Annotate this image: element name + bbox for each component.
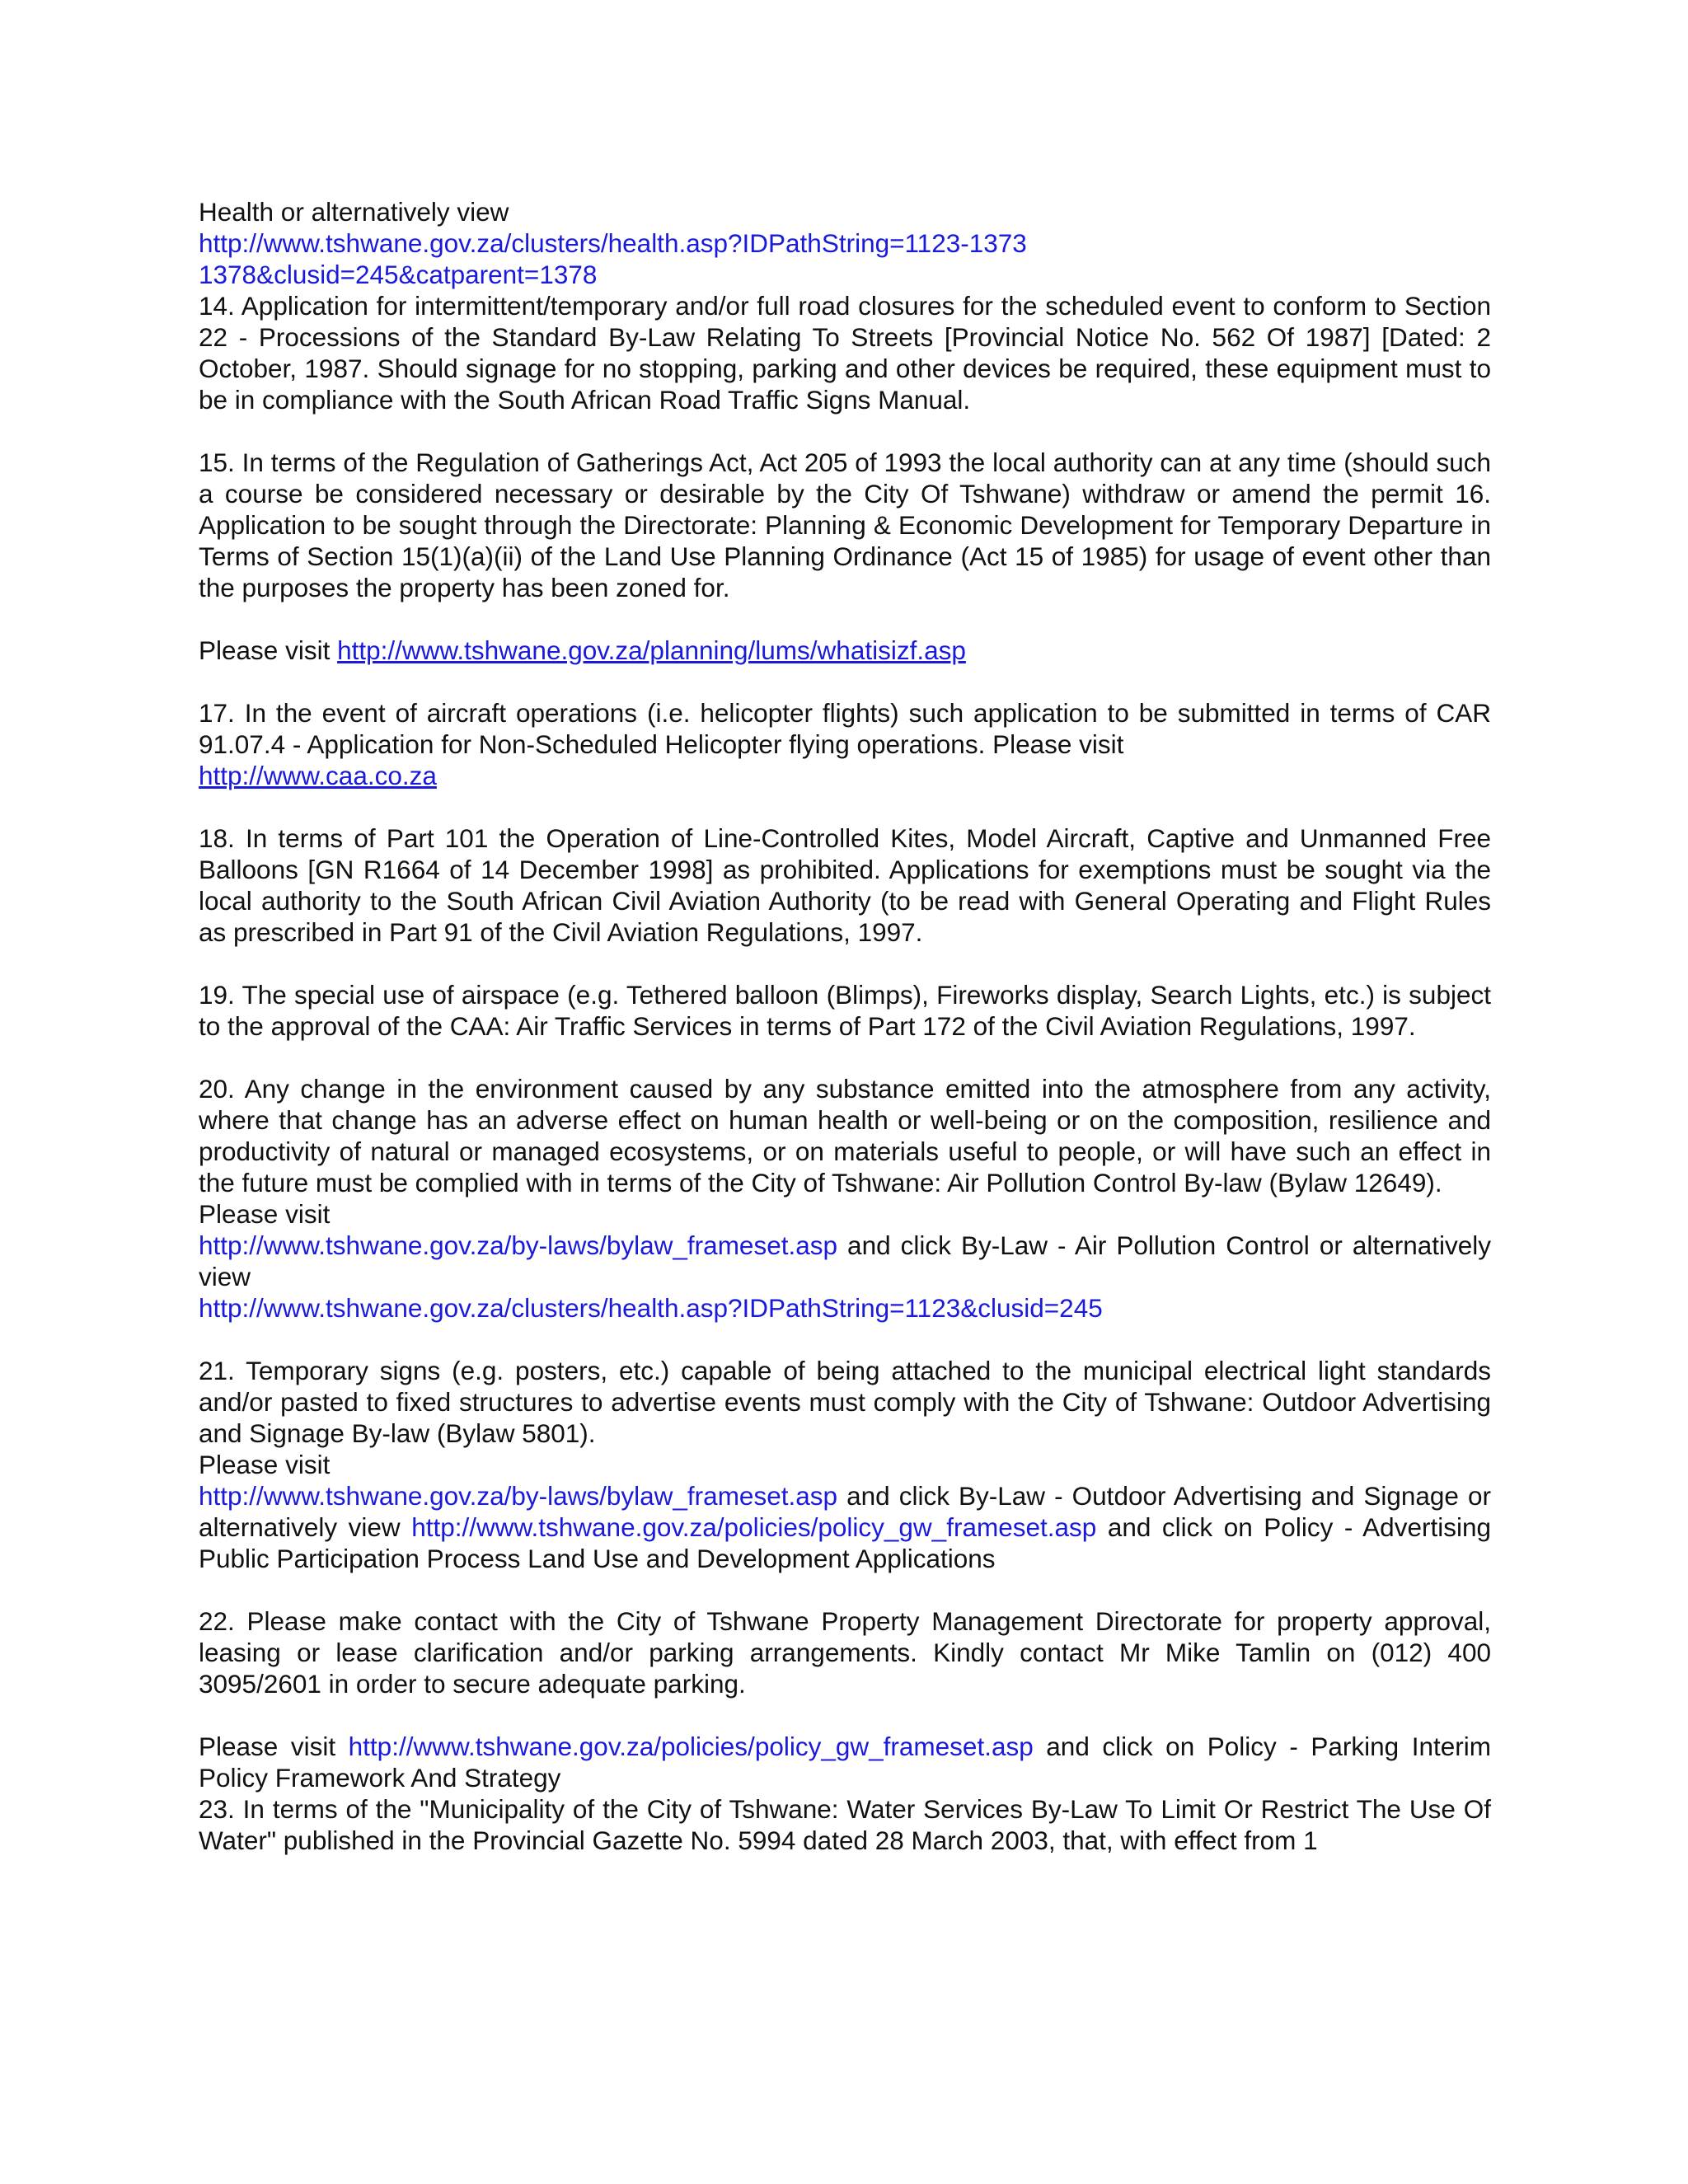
item-19: 19. The special use of airspace (e.g. Tethered balloon (Blimps), Fireworks display, Search Lights, etc.) is subject to the approval of the CAA: Air Traffic Services in terms of Part 172 of the Civil Aviation Regulations, 1997. [199, 980, 1491, 1041]
item-21-after-link2: and click on Policy - Advertising Public Participation Process Land Use and Development Applications [199, 1512, 1491, 1573]
item-21-please-visit: Please visit [199, 1450, 331, 1479]
health-link-line2[interactable]: 1378&clusid=245&catparent=1378 [199, 260, 598, 289]
item-15: 15. In terms of the Regulation of Gatherings Act, Act 205 of 1993 the local authority can at any time (should such a course be considered necessary or desirable by the City Of Tshwane) withdraw or amend the permit 16. Application to be sought through the Directorate: Planning & Economic Development for Temporary Departure in Terms of Section 15(1)(a)(ii) of the Land Use Planning Ordinance (Act 15 of 1985) for usage of event other than the purposes the property has been zoned for. [199, 448, 1491, 602]
intro-paragraph [199, 196, 1491, 290]
item-14: 14. Application for intermittent/temporary and/or full road closures for the scheduled event to conform to Section 22 - Processions of the Standard By-Law Relating To Streets [Provincial Notice No. 562 Of 1987] [Dated: 2 October, 1987. Should signage for no stopping, parking and other devices be required, these equipment must to be in compliance with the South African Road Traffic Signs Manual. [199, 291, 1491, 415]
paragraph-spacer [199, 1574, 1491, 1605]
item-20-after-link: and click By-Law - Air Pollution Control or alternatively view [199, 1230, 1491, 1291]
item-21 [199, 1355, 1491, 1574]
visit-planning-prefix: Please visit [199, 635, 338, 665]
visit-planning [199, 635, 1491, 666]
paragraph-spacer [199, 415, 1491, 447]
document-body [199, 196, 1491, 1856]
intro-text: Health or alternatively view [199, 197, 509, 227]
paragraph-spacer [199, 1042, 1491, 1073]
paragraph-spacer [199, 948, 1491, 979]
item-23: 23. In terms of the "Municipality of the City of Tshwane: Water Services By-Law To Limit Or Restrict The Use Of Water" published in the Provincial Gazette No. 5994 dated 28 March 2003, that, with effect from 1 [199, 1794, 1491, 1855]
item-22: 22. Please make contact with the City of Tshwane Property Management Directorate for property approval, leasing or lease clarification and/or parking arrangements. Kindly contact Mr Mike Tamlin on (012) 400 3095/2601 in order to secure adequate parking. [199, 1606, 1491, 1699]
planning-link[interactable]: http://www.tshwane.gov.za/planning/lums/whatisizf.asp [337, 635, 966, 665]
parking-policy-link[interactable]: http://www.tshwane.gov.za/policies/policy_gw_frameset.asp [348, 1732, 1034, 1761]
item-20-text: 20. Any change in the environment caused by any substance emitted into the atmosphere from any activity, where that change has an adverse effect on human health or well-being or on the composition, resilience and productivity of natural or managed ecosystems, or on materials useful to people, or will have such an effect in the future must be complied with in terms of the City of Tshwane: Air Pollution Control By-law (Bylaw 12649). [199, 1074, 1491, 1197]
visit-parking-suffix: and click on Policy - Parking Interim Policy Framework And Strategy [199, 1732, 1491, 1793]
item-17 [199, 697, 1491, 791]
health-link-line1[interactable]: http://www.tshwane.gov.za/clusters/health.asp?IDPathString=1123-1373 [199, 228, 1027, 258]
item-21-after-link1: and click By-Law - Outdoor Advertising and Signage or alternatively view [199, 1481, 1491, 1542]
air-pollution-bylaw-link[interactable]: http://www.tshwane.gov.za/by-laws/bylaw_frameset.asp [199, 1230, 838, 1260]
paragraph-spacer [199, 603, 1491, 635]
paragraph-spacer [199, 1324, 1491, 1355]
item-18: 18. In terms of Part 101 the Operation of Line-Controlled Kites, Model Aircraft, Captive and Unmanned Free Balloons [GN R1664 of 14 December 1998] as prohibited. Applications for exemptions must be sought via the local authority to the South African Civil Aviation Authority (to be read with General Operating and Flight Rules as prescribed in Part 91 of the Civil Aviation Regulations, 1997. [199, 823, 1491, 947]
visit-parking-policy [199, 1731, 1491, 1793]
item-20 [199, 1073, 1491, 1324]
caa-link[interactable]: http://www.caa.co.za [199, 761, 437, 790]
visit-parking-prefix: Please visit [199, 1732, 349, 1761]
item-20-please-visit: Please visit [199, 1199, 331, 1229]
advertising-policy-link[interactable]: http://www.tshwane.gov.za/policies/policy_gw_frameset.asp [411, 1512, 1097, 1542]
health-cluster-link[interactable]: http://www.tshwane.gov.za/clusters/health.asp?IDPathString=1123&clusid=245 [199, 1293, 1103, 1323]
item-17-text: 17. In the event of aircraft operations (i.e. helicopter flights) such application to be submitted in terms of CAR 91.07.4 - Application for Non-Scheduled Helicopter flying operations. Please visit [199, 698, 1491, 759]
paragraph-spacer [199, 1699, 1491, 1731]
paragraph-spacer [199, 791, 1491, 823]
paragraph-spacer [199, 666, 1491, 697]
outdoor-advertising-bylaw-link[interactable]: http://www.tshwane.gov.za/by-laws/bylaw_frameset.asp [199, 1481, 838, 1511]
item-21-text: 21. Temporary signs (e.g. posters, etc.) capable of being attached to the municipal electrical light standards and/or pasted to fixed structures to advertise events must comply with the City of Tshwane: Outdoor Advertising and Signage By-law (Bylaw 5801). [199, 1356, 1491, 1448]
